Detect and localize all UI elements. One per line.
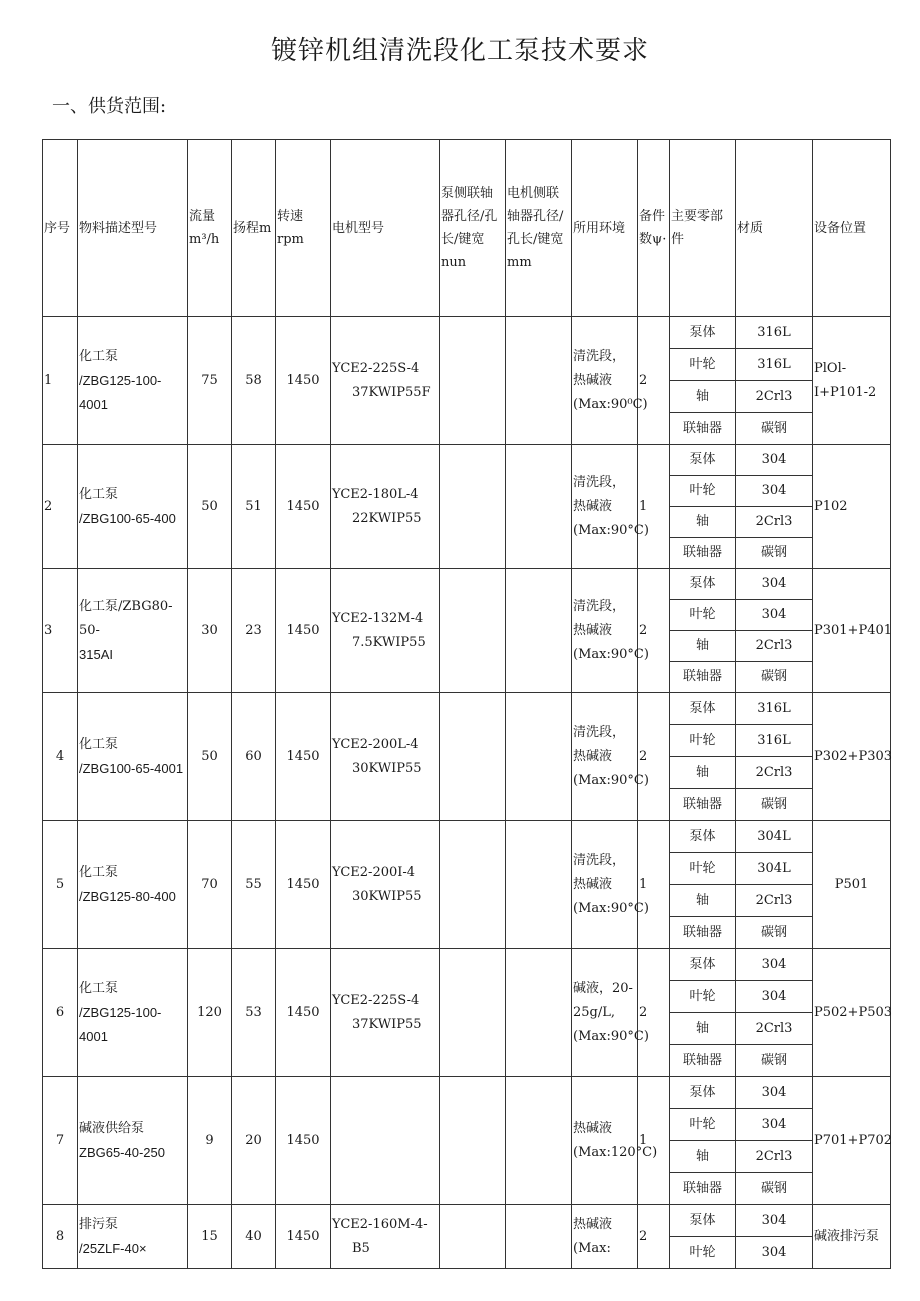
cell-part: 联轴器 — [670, 917, 736, 949]
cell-part: 轴 — [670, 381, 736, 413]
cell-desc — [78, 821, 188, 949]
cell-speed: 1450 — [276, 693, 331, 821]
desc-model: /ZBG125-100-4001 — [79, 1004, 162, 1044]
cell-spares: 2 — [638, 569, 670, 693]
header-flow: 流量m³/h — [188, 140, 232, 317]
cell-spares: 2 — [638, 317, 670, 445]
cell-pump-coupling — [440, 949, 506, 1077]
motor-model: YCE2-180L-4 — [332, 486, 419, 502]
cell-flow: 30 — [188, 569, 232, 693]
cell-material: 碳钢 — [736, 1045, 813, 1077]
cell-part: 联轴器 — [670, 662, 736, 693]
cell-flow: 50 — [188, 693, 232, 821]
cell-part: 泵体 — [670, 569, 736, 600]
header-row — [43, 140, 891, 317]
cell-seq: 3 — [43, 569, 78, 693]
table-row — [43, 569, 891, 600]
cell-pump-coupling — [440, 1205, 506, 1269]
cell-material: 碳钢 — [736, 789, 813, 821]
cell-head: 23 — [232, 569, 276, 693]
cell-location: P301+P401 — [813, 569, 891, 693]
cell-part: 轴 — [670, 885, 736, 917]
cell-part: 轴 — [670, 1141, 736, 1173]
desc-name: 化工泵 — [79, 980, 119, 996]
header-motor: 电机型号 — [331, 140, 440, 317]
cell-env: 清洗段，热碱液(Max:90°C) — [572, 569, 638, 693]
cell-desc — [78, 569, 188, 693]
cell-motor — [331, 1077, 440, 1205]
cell-pump-coupling — [440, 693, 506, 821]
cell-head: 58 — [232, 317, 276, 445]
cell-motor-coupling — [506, 445, 572, 569]
cell-motor — [331, 569, 440, 693]
cell-seq: 2 — [43, 445, 78, 569]
cell-spares: 1 — [638, 445, 670, 569]
desc-name: 化工泵 — [79, 486, 119, 502]
cell-head: 51 — [232, 445, 276, 569]
motor-power: 7.5KWIP55 — [352, 634, 426, 650]
cell-material: 316L — [736, 693, 813, 725]
cell-material: 碳钢 — [736, 538, 813, 569]
cell-material: 304 — [736, 569, 813, 600]
cell-part: 叶轮 — [670, 853, 736, 885]
cell-flow: 120 — [188, 949, 232, 1077]
cell-part: 叶轮 — [670, 476, 736, 507]
cell-location: P102 — [813, 445, 891, 569]
desc-name: 化工泵 — [79, 348, 119, 364]
cell-material: 碳钢 — [736, 413, 813, 445]
cell-pump-coupling — [440, 445, 506, 569]
supply-scope-table — [42, 139, 891, 1269]
cell-location: 碱液排污泵 — [813, 1205, 891, 1269]
desc-name: 化工泵 — [79, 736, 119, 752]
cell-motor — [331, 821, 440, 949]
desc-name: 排污泵 — [79, 1216, 119, 1232]
cell-spares: 1 — [638, 1077, 670, 1205]
cell-part: 叶轮 — [670, 600, 736, 631]
cell-part: 叶轮 — [670, 1109, 736, 1141]
cell-material: 304 — [736, 1077, 813, 1109]
cell-seq: 8 — [43, 1205, 78, 1269]
cell-motor — [331, 949, 440, 1077]
cell-part: 泵体 — [670, 1205, 736, 1237]
cell-motor-coupling — [506, 949, 572, 1077]
motor-model: YCE2-225S-4 — [332, 360, 420, 376]
cell-material: 316L — [736, 725, 813, 757]
motor-model: YCE2-225S-4 — [332, 992, 420, 1008]
cell-speed: 1450 — [276, 821, 331, 949]
cell-env: 热碱液(Max: — [572, 1205, 638, 1269]
cell-part: 联轴器 — [670, 1045, 736, 1077]
cell-head: 20 — [232, 1077, 276, 1205]
table-row — [43, 821, 891, 853]
cell-part: 轴 — [670, 1013, 736, 1045]
motor-power: 30KWIP55 — [352, 760, 422, 776]
cell-speed: 1450 — [276, 1205, 331, 1269]
cell-pump-coupling — [440, 317, 506, 445]
cell-seq: 7 — [43, 1077, 78, 1205]
cell-pump-coupling — [440, 569, 506, 693]
cell-material: 2Crl3 — [736, 381, 813, 413]
motor-model: YCE2-160M-4- — [332, 1216, 428, 1232]
desc-model: /ZBG125-80-400 — [79, 888, 176, 904]
cell-env: 碱液，20-25g/L,(Max:90°C) — [572, 949, 638, 1077]
motor-model: YCE2-200I-4 — [332, 864, 416, 880]
cell-material: 304 — [736, 1109, 813, 1141]
cell-motor-coupling — [506, 693, 572, 821]
cell-material: 304L — [736, 821, 813, 853]
cell-part: 轴 — [670, 631, 736, 662]
cell-material: 2Crl3 — [736, 1141, 813, 1173]
header-location: 设备位置 — [813, 140, 891, 317]
cell-desc — [78, 1205, 188, 1269]
header-parts: 主要零部件 — [670, 140, 736, 317]
header-speed: 转速rpm — [276, 140, 331, 317]
cell-part: 泵体 — [670, 693, 736, 725]
cell-seq: 5 — [43, 821, 78, 949]
desc-model: ZBG65-40-250 — [79, 1144, 165, 1160]
cell-material: 2Crl3 — [736, 631, 813, 662]
motor-power: 37KWIP55F — [352, 384, 431, 400]
motor-power: 37KWIP55 — [352, 1016, 422, 1032]
header-spares: 备件数ψ· — [638, 140, 670, 317]
cell-speed: 1450 — [276, 569, 331, 693]
cell-part: 联轴器 — [670, 1173, 736, 1205]
desc-model: /25ZLF-40× — [79, 1240, 147, 1256]
cell-env: 清洗段，热碱液(Max:90°C) — [572, 445, 638, 569]
table-row — [43, 445, 891, 476]
cell-material: 2Crl3 — [736, 757, 813, 789]
motor-power: 22KWIP55 — [352, 510, 422, 526]
cell-part: 泵体 — [670, 445, 736, 476]
cell-part: 叶轮 — [670, 981, 736, 1013]
cell-part: 叶轮 — [670, 725, 736, 757]
cell-location: P302+P303 — [813, 693, 891, 821]
cell-flow: 70 — [188, 821, 232, 949]
cell-material: 2Crl3 — [736, 1013, 813, 1045]
cell-motor — [331, 317, 440, 445]
cell-motor — [331, 445, 440, 569]
cell-motor-coupling — [506, 1205, 572, 1269]
cell-desc — [78, 949, 188, 1077]
cell-part: 联轴器 — [670, 538, 736, 569]
cell-head: 40 — [232, 1205, 276, 1269]
motor-power: 30KWIP55 — [352, 888, 422, 904]
table-row — [43, 1205, 891, 1237]
cell-part: 泵体 — [670, 949, 736, 981]
header-env: 所用环境 — [572, 140, 638, 317]
cell-desc — [78, 317, 188, 445]
desc-name: 化工泵/ZBG80-50- — [79, 598, 173, 638]
header-head: 扬程m — [232, 140, 276, 317]
cell-material: 316L — [736, 317, 813, 349]
cell-location: P501 — [813, 821, 891, 949]
cell-material: 碳钢 — [736, 917, 813, 949]
cell-env: 清洗段，热碱液(Max:90⁰C) — [572, 317, 638, 445]
cell-speed: 1450 — [276, 317, 331, 445]
cell-pump-coupling — [440, 1077, 506, 1205]
cell-material: 2Crl3 — [736, 507, 813, 538]
header-material: 材质 — [736, 140, 813, 317]
cell-spares: 2 — [638, 693, 670, 821]
cell-location: PlOl-I+P101-2 — [813, 317, 891, 445]
cell-part: 轴 — [670, 757, 736, 789]
cell-material: 304 — [736, 600, 813, 631]
cell-part: 泵体 — [670, 821, 736, 853]
cell-env: 清洗段，热碱液(Max:90°C) — [572, 821, 638, 949]
cell-material: 304 — [736, 1205, 813, 1237]
cell-motor-coupling — [506, 1077, 572, 1205]
desc-model: 315AI — [79, 646, 113, 662]
section-heading: 一、供货范围: — [52, 96, 167, 117]
cell-part: 泵体 — [670, 1077, 736, 1109]
cell-speed: 1450 — [276, 1077, 331, 1205]
header-motor-coupling: 电机侧联轴器孔径/孔长/键宽mm — [506, 140, 572, 317]
table-row — [43, 693, 891, 725]
cell-motor — [331, 693, 440, 821]
cell-material: 304 — [736, 949, 813, 981]
motor-power: B5 — [352, 1240, 370, 1256]
cell-head: 55 — [232, 821, 276, 949]
cell-desc — [78, 693, 188, 821]
cell-material: 316L — [736, 349, 813, 381]
cell-motor-coupling — [506, 569, 572, 693]
cell-material: 304 — [736, 476, 813, 507]
desc-model: /ZBG100-65-4001 — [79, 760, 184, 776]
cell-flow: 15 — [188, 1205, 232, 1269]
cell-env: 热碱液(Max:120°C) — [572, 1077, 638, 1205]
table-row — [43, 1077, 891, 1109]
cell-part: 泵体 — [670, 317, 736, 349]
cell-motor-coupling — [506, 821, 572, 949]
cell-flow: 50 — [188, 445, 232, 569]
cell-location: P502+P503 — [813, 949, 891, 1077]
desc-model: /ZBG100-65-400 — [79, 510, 176, 526]
header-seq: 序号 — [43, 140, 78, 317]
cell-motor — [331, 1205, 440, 1269]
cell-speed: 1450 — [276, 445, 331, 569]
cell-env: 清洗段，热碱液(Max:90°C) — [572, 693, 638, 821]
motor-model: YCE2-200L-4 — [332, 736, 419, 752]
cell-part: 叶轮 — [670, 1237, 736, 1269]
cell-material: 304 — [736, 1237, 813, 1269]
cell-speed: 1450 — [276, 949, 331, 1077]
cell-desc — [78, 445, 188, 569]
cell-part: 轴 — [670, 507, 736, 538]
cell-material: 304 — [736, 981, 813, 1013]
cell-pump-coupling — [440, 821, 506, 949]
table-row — [43, 317, 891, 349]
desc-name: 化工泵 — [79, 864, 119, 880]
cell-material: 304 — [736, 445, 813, 476]
cell-flow: 9 — [188, 1077, 232, 1205]
cell-location: P701+P702 — [813, 1077, 891, 1205]
cell-desc — [78, 1077, 188, 1205]
cell-part: 叶轮 — [670, 349, 736, 381]
cell-seq: 1 — [43, 317, 78, 445]
cell-spares: 1 — [638, 821, 670, 949]
desc-name: 碱液供给泵 — [79, 1120, 145, 1136]
cell-part: 联轴器 — [670, 413, 736, 445]
header-desc: 物料描述型号 — [78, 140, 188, 317]
cell-seq: 4 — [43, 693, 78, 821]
cell-material: 2Crl3 — [736, 885, 813, 917]
cell-head: 53 — [232, 949, 276, 1077]
header-pump-coupling: 泵侧联轴器孔径/孔长/键宽nun — [440, 140, 506, 317]
cell-seq: 6 — [43, 949, 78, 1077]
cell-flow: 75 — [188, 317, 232, 445]
cell-head: 60 — [232, 693, 276, 821]
document-title: 镀锌机组清洗段化工泵技术要求 — [270, 36, 649, 66]
table-row — [43, 949, 891, 981]
desc-model: /ZBG125-100-4001 — [79, 372, 162, 412]
cell-material: 304L — [736, 853, 813, 885]
cell-material: 碳钢 — [736, 1173, 813, 1205]
cell-part: 联轴器 — [670, 789, 736, 821]
cell-motor-coupling — [506, 317, 572, 445]
motor-model: YCE2-132M-4 — [332, 610, 424, 626]
cell-spares: 2 — [638, 949, 670, 1077]
cell-spares: 2 — [638, 1205, 670, 1269]
cell-material: 碳钢 — [736, 662, 813, 693]
